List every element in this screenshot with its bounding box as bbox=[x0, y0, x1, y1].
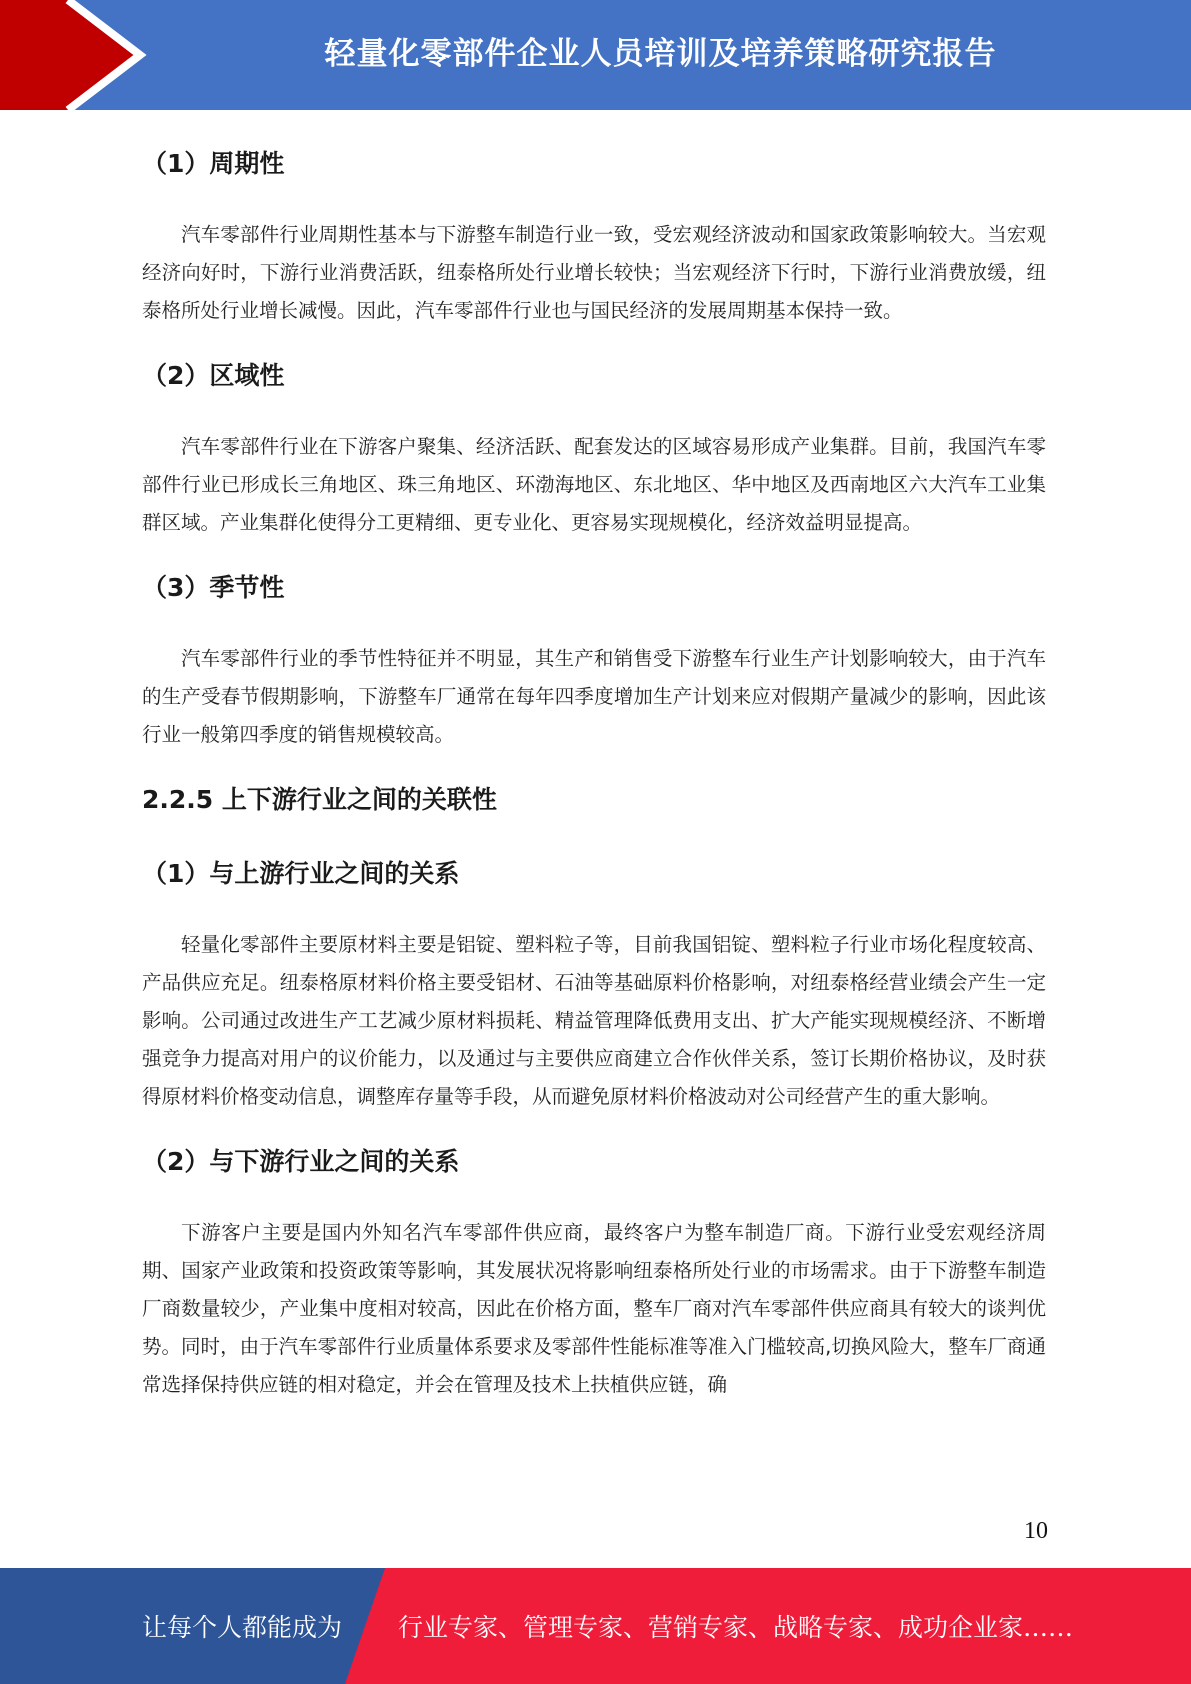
paragraph-regionality: 汽车零部件行业在下游客户聚集、经济活跃、配套发达的区域容易形成产业集群。目前，我国汽车零部件行业已形成长三角地区、珠三角地区、环渤海地区、东北地区、华中地区及西南地区六大汽车工业集群区域。产业集群化使得分工更精细、更专业化、更容易实现规模化，经济效益明显提高。 bbox=[142, 435, 1046, 534]
document-body bbox=[142, 118, 1046, 1404]
footer-slogan-right: 行业专家、管理专家、营销专家、战略专家、成功企业家…… bbox=[398, 1613, 1074, 1642]
chapter-heading: 2.2.5 上下游行业之间的关联性 bbox=[142, 785, 497, 814]
paragraph-seasonality: 汽车零部件行业的季节性特征并不明显，其生产和销售受下游整车行业生产计划影响较大，由于汽车的生产受春节假期影响，下游整车厂通常在每年四季度增加生产计划来应对假期产量减少的影响，因此该行业一般第四季度的销售规模较高。 bbox=[142, 647, 1046, 746]
section-heading-downstream: （2）与下游行业之间的关系 bbox=[142, 1147, 460, 1176]
paragraph-downstream: 下游客户主要是国内外知名汽车零部件供应商，最终客户为整车制造厂商。下游行业受宏观经济周期、国家产业政策和投资政策等影响，其发展状况将影响纽泰格所处行业的市场需求。由于下游整车制造厂商数量较少，产业集中度相对较高，因此在价格方面，整车厂商对汽车零部件供应商具有较大的谈判优势。同时，由于汽车零部件行业质量体系要求及零部件性能标准等准入门槛较高,切换风险大，整车厂商通常选择保持供应链的相对稳定，并会在管理及技术上扶植供应链，确 bbox=[142, 1221, 1046, 1396]
page-number: 10 bbox=[1024, 1518, 1048, 1544]
header-title: 轻量化零部件企业人员培训及培养策略研究报告 bbox=[324, 35, 997, 72]
page-header bbox=[0, 0, 1191, 110]
paragraph-upstream: 轻量化零部件主要原材料主要是铝锭、塑料粒子等，目前我国铝锭、塑料粒子行业市场化程度较高、产品供应充足。纽泰格原材料价格主要受铝材、石油等基础原料价格影响，对纽泰格经营业绩会产生一定影响。公司通过改进生产工艺减少原材料损耗、精益管理降低费用支出、扩大产能实现规模经济、不断增强竞争力提高对用户的议价能力，以及通过与主要供应商建立合作伙伴关系，签订长期价格协议，及时获得原材料价格变动信息，调整库存量等手段，从而避免原材料价格波动对公司经营产生的重大影响。 bbox=[142, 933, 1046, 1108]
page-footer bbox=[0, 1568, 1191, 1684]
section-heading-cyclicality: （1）周期性 bbox=[142, 149, 285, 178]
header-arrow-icon bbox=[0, 0, 160, 110]
section-heading-seasonality: （3）季节性 bbox=[142, 573, 285, 602]
footer-slogan-left: 让每个人都能成为 bbox=[142, 1613, 343, 1642]
paragraph-cyclicality: 汽车零部件行业周期性基本与下游整车制造行业一致，受宏观经济波动和国家政策影响较大。当宏观经济向好时，下游行业消费活跃，纽泰格所处行业增长较快；当宏观经济下行时，下游行业消费放缓，纽泰格所处行业增长减慢。因此，汽车零部件行业也与国民经济的发展周期基本保持一致。 bbox=[142, 223, 1046, 322]
section-heading-upstream: （1）与上游行业之间的关系 bbox=[142, 859, 460, 888]
section-heading-regionality: （2）区域性 bbox=[142, 361, 285, 390]
